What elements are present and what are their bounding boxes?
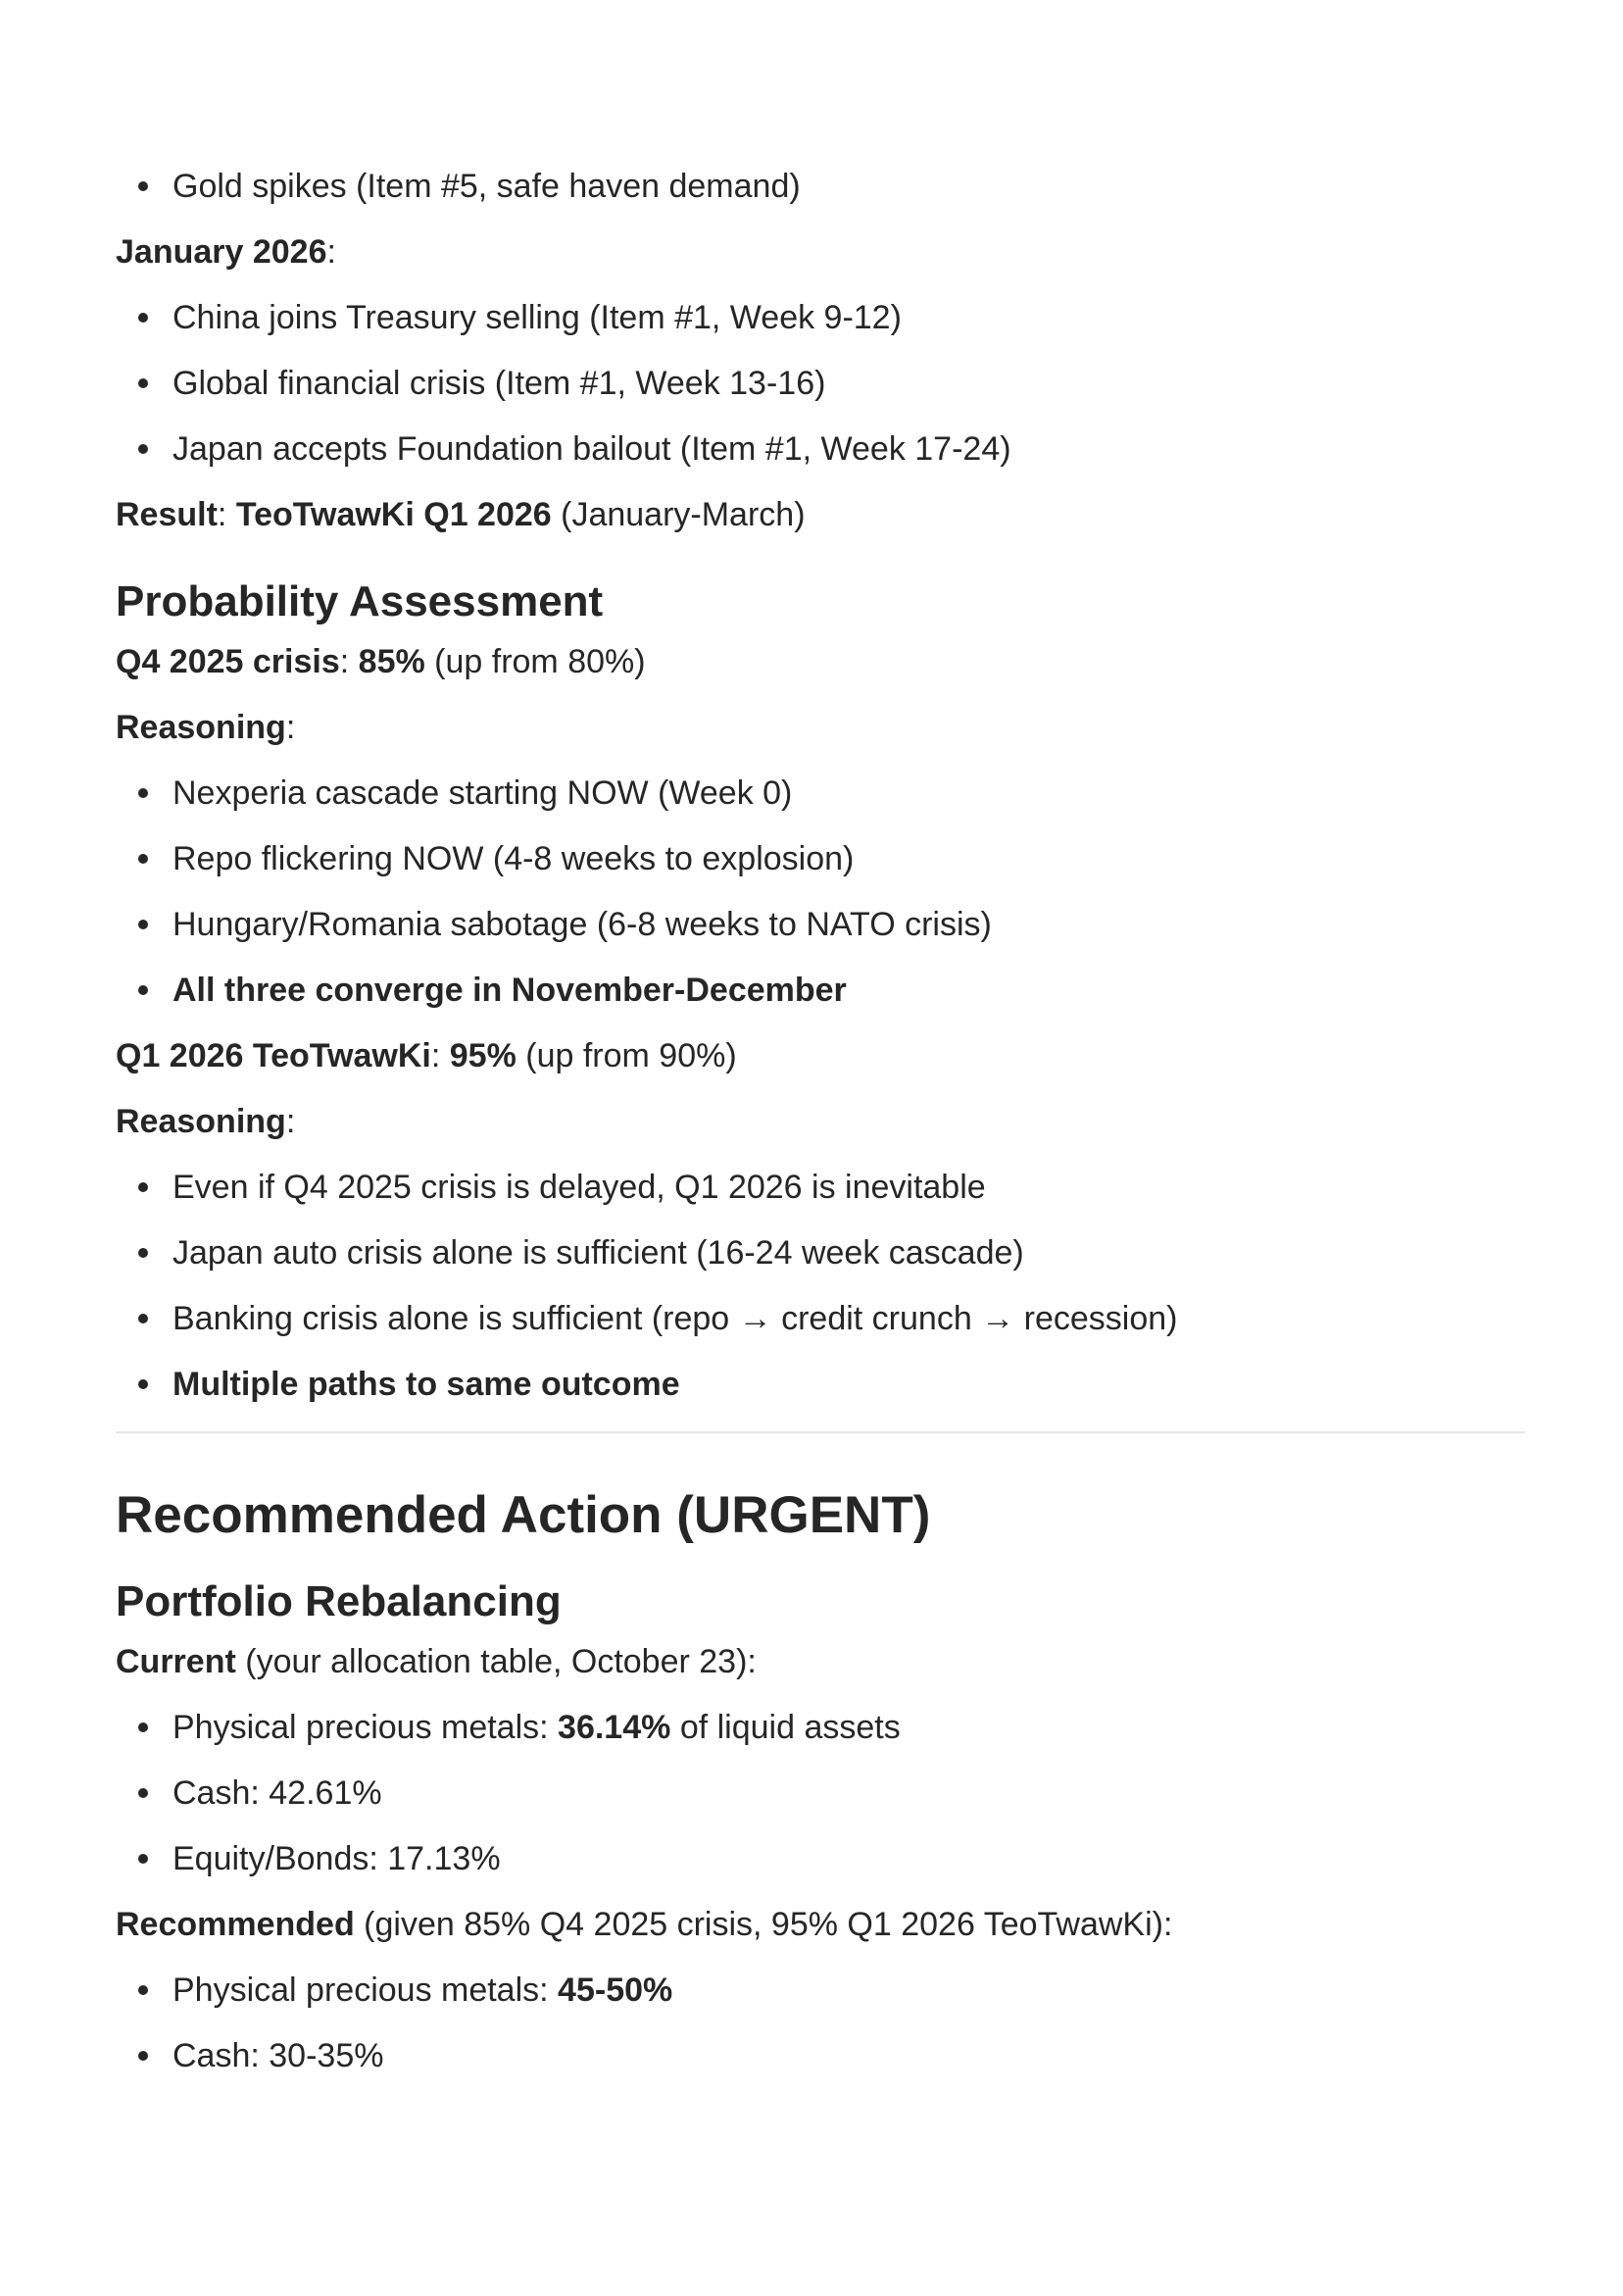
list-item-text: Cash: 30-35% [172,2037,384,2074]
list-item-text: Repo flickering NOW (4-8 weeks to explosion) [172,840,855,877]
reasoning-bullet-list-2 [116,1163,1525,1425]
recommended-action-heading: Recommended Action (URGENT) [116,1486,931,1544]
q4-crisis-separator: : [339,643,359,680]
list-item-text: All three converge in November-December [172,972,847,1009]
q1-teotwawki-separator: : [430,1037,450,1074]
result-separator: : [217,496,236,533]
q1-teotwawki-change: (up from 90%) [516,1037,737,1074]
list-item-suffix: of liquid assets [670,1709,901,1746]
list-item-text: Banking crisis alone is sufficient (repo → credit crunch → recession) [172,1300,1178,1337]
january-colon: : [326,233,336,271]
list-item [172,1294,1525,1360]
result-value: TeoTwawKi Q1 2026 [235,496,552,533]
list-item-text: Japan auto crisis alone is sufficient (16-24 week cascade) [172,1234,1024,1272]
current-label: Current [116,1643,236,1680]
january-bullet-list [116,293,1525,490]
list-item-text: Hungary/Romania sabotage (6-8 weeks to NATO crisis) [172,906,992,943]
reasoning-label-1 [116,703,1525,769]
reasoning-bullet-list-1 [116,769,1525,1031]
recommended-description: (given 85% Q4 2025 crisis, 95% Q1 2026 TeoTwawKi): [354,1906,1173,1943]
q4-crisis-change: (up from 80%) [424,643,646,680]
result-line [116,490,1525,556]
q4-crisis-line [116,637,1525,703]
list-item [172,900,1525,966]
list-item [172,966,1525,1031]
recommended-allocation-list [116,1966,1525,2097]
current-description: (your allocation table, October 23): [235,1643,757,1680]
reasoning-label-2 [116,1097,1525,1163]
list-item [172,1360,1525,1425]
list-item [172,1966,1525,2031]
q1-teotwawki-value: 95% [449,1037,516,1074]
list-item-text: Physical precious metals: [172,1709,559,1746]
list-item [172,1228,1525,1294]
january-label [116,227,1525,293]
top-bullet-list [116,162,1525,227]
january-label-text: January 2026 [116,233,327,271]
list-item [172,162,1525,227]
list-item [172,1834,1525,1900]
list-item [172,834,1525,900]
result-label: Result [116,496,218,533]
probability-heading: Probability Assessment [116,577,604,625]
list-item-text: Physical precious metals: [172,1972,559,2009]
q4-crisis-value: 85% [358,643,425,680]
list-item-text: Gold spikes (Item #5, safe haven demand) [172,168,801,205]
list-item-text: Equity/Bonds: 17.13% [172,1840,501,1877]
list-item [172,424,1525,490]
list-item-text: Even if Q4 2025 crisis is delayed, Q1 2026 is inevitable [172,1169,986,1206]
list-item [172,293,1525,359]
list-item-value: 45-50% [558,1972,673,2009]
result-range: (January-March) [551,496,806,533]
list-item-text: Multiple paths to same outcome [172,1366,680,1403]
list-item [172,769,1525,834]
reasoning-label-text: Reasoning [116,1103,286,1140]
current-allocation-list [116,1703,1525,1900]
list-item [172,359,1525,424]
list-item [172,1769,1525,1834]
q4-crisis-label: Q4 2025 crisis [116,643,340,680]
list-item [172,2031,1525,2097]
list-item [172,1163,1525,1228]
list-item-text: Nexperia cascade starting NOW (Week 0) [172,774,793,812]
portfolio-rebalancing-heading: Portfolio Rebalancing [116,1577,562,1625]
reasoning-label-text: Reasoning [116,709,286,746]
current-allocation-line [116,1637,1525,1703]
list-item [172,1703,1525,1769]
list-item-text: Global financial crisis (Item #1, Week 13-16) [172,365,826,402]
q1-teotwawki-line [116,1031,1525,1097]
reasoning-colon: : [285,709,296,746]
list-item-text: Cash: 42.61% [172,1774,382,1812]
recommended-allocation-line [116,1900,1525,1966]
reasoning-colon: : [285,1103,296,1140]
list-item-text: China joins Treasury selling (Item #1, Week 9-12) [172,299,902,336]
list-item-value: 36.14% [558,1709,671,1746]
list-item-text: Japan accepts Foundation bailout (Item #1, Week 17-24) [172,430,1011,468]
q1-teotwawki-label: Q1 2026 TeoTwawKi [116,1037,431,1074]
recommended-label: Recommended [116,1906,355,1943]
